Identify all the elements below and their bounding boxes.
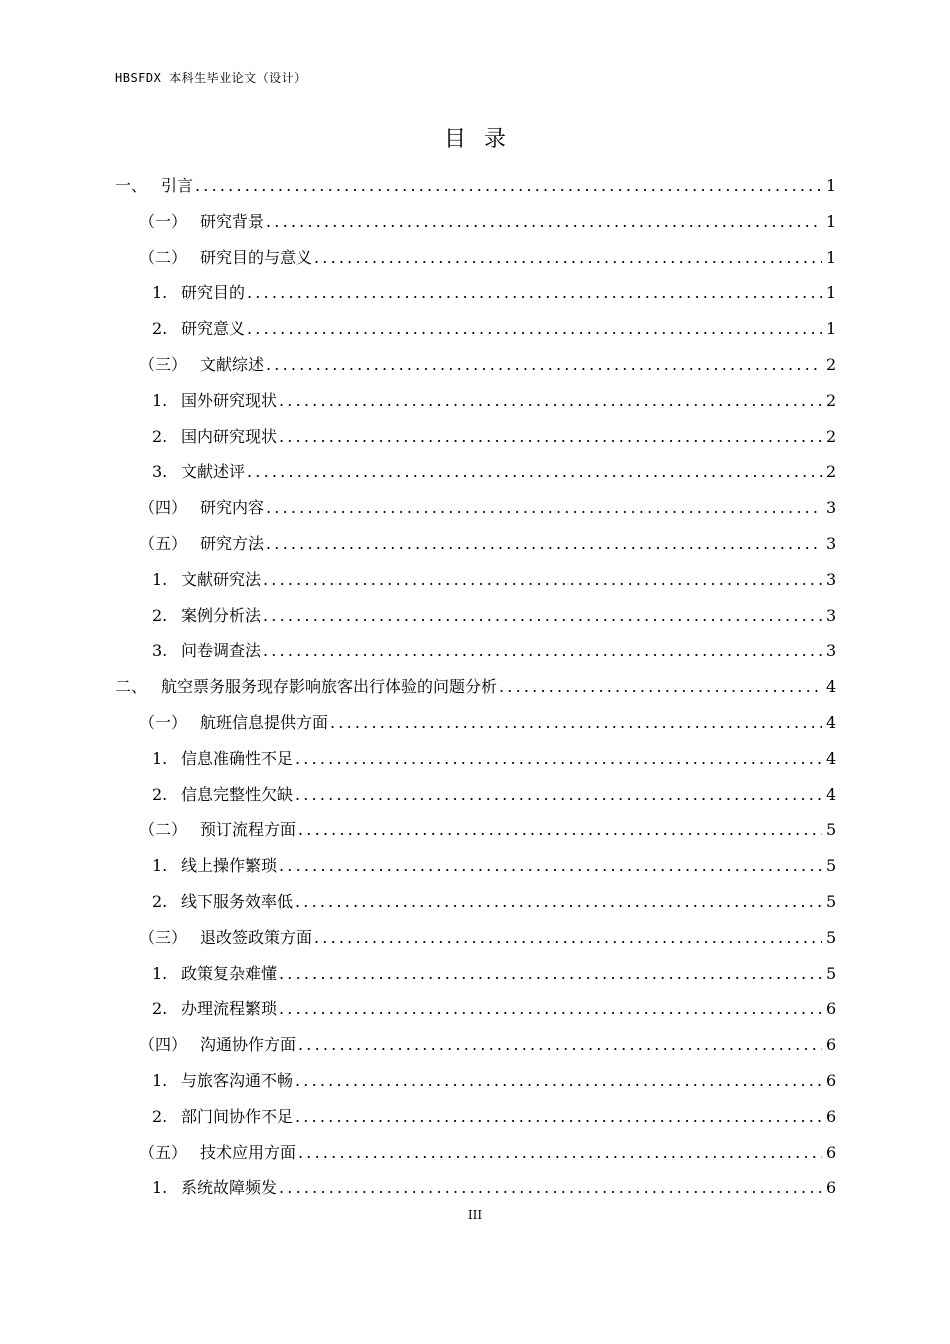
toc-entry-page: 1 — [826, 176, 837, 195]
toc-entry-page: 2 — [826, 462, 837, 482]
toc-entry-number: 1. — [152, 283, 168, 303]
toc-entry-label: 研究背景 — [200, 211, 265, 231]
toc-entry-page: 3 — [826, 498, 837, 518]
toc-entry-page: 3 — [826, 534, 837, 553]
toc-entry-label: 与旅客沟通不畅 — [181, 1071, 294, 1090]
toc-entry-number: （三） — [139, 927, 188, 947]
toc-leader-dots — [295, 747, 822, 771]
toc-entry-page: 4 — [826, 713, 837, 732]
toc-entry-number: （五） — [139, 1142, 188, 1162]
toc-entry-page: 1 — [826, 247, 837, 267]
toc-entry[interactable] — [139, 246, 836, 270]
toc-leader-dots — [279, 854, 822, 878]
toc-entry-label: 文献研究法 — [181, 569, 262, 589]
toc-entry[interactable] — [139, 926, 836, 950]
toc-leader-dots — [266, 210, 822, 234]
toc-entry[interactable] — [152, 854, 836, 878]
toc-leader-dots — [279, 997, 822, 1021]
toc-leader-dots — [298, 1033, 822, 1057]
toc-entry-page: 3 — [826, 605, 837, 625]
toc-entry[interactable] — [139, 353, 836, 377]
toc-leader-dots — [295, 783, 822, 807]
toc-entry[interactable] — [139, 210, 836, 234]
toc-entry-page: 5 — [826, 892, 837, 911]
toc-entry[interactable] — [139, 1033, 836, 1057]
toc-entry[interactable] — [115, 675, 836, 699]
toc-leader-dots — [499, 675, 822, 699]
toc-entry-label: 问卷调查法 — [181, 641, 262, 661]
toc-entry-label: 航班信息提供方面 — [200, 713, 329, 732]
toc-entry[interactable] — [152, 604, 836, 628]
toc-entry-page: 5 — [826, 820, 837, 840]
toc-entry-label: 研究方法 — [200, 534, 265, 553]
toc-leader-dots — [263, 568, 822, 592]
toc-entry-number: （一） — [139, 713, 188, 732]
toc-entry-page: 6 — [826, 999, 837, 1019]
toc-entry-number: 3. — [152, 462, 168, 482]
toc-entry[interactable] — [152, 389, 836, 413]
toc-entry-page: 2 — [826, 426, 837, 446]
toc-entry-number: （二） — [139, 247, 188, 267]
toc-entry-label: 沟通协作方面 — [200, 1035, 297, 1055]
toc-entry[interactable] — [152, 1069, 836, 1093]
toc-entry-label: 引言 — [161, 176, 194, 195]
toc-entry-label: 文献述评 — [181, 462, 246, 482]
toc-entry-label: 预订流程方面 — [200, 820, 297, 840]
toc-leader-dots — [266, 353, 822, 377]
toc-entry-label: 政策复杂难懂 — [181, 963, 278, 983]
toc-entry-label: 系统故障频发 — [181, 1178, 278, 1198]
toc-entry[interactable] — [139, 1141, 836, 1165]
toc-entry[interactable] — [152, 997, 836, 1021]
toc-leader-dots — [314, 926, 822, 950]
toc-entry-page: 1 — [826, 283, 837, 303]
toc-entry[interactable] — [115, 174, 836, 198]
toc-entry-label: 技术应用方面 — [200, 1142, 297, 1162]
toc-entry-number: 1. — [152, 569, 168, 589]
toc-entry-number: （四） — [139, 498, 188, 518]
toc-leader-dots — [247, 317, 822, 341]
toc-leader-dots — [279, 962, 822, 986]
toc-leader-dots — [263, 639, 822, 663]
toc-leader-dots — [266, 496, 822, 520]
toc-entry-label: 国内研究现状 — [181, 426, 278, 446]
toc-entry-number: （二） — [139, 820, 188, 840]
toc-entry-label: 线下服务效率低 — [181, 892, 294, 911]
toc-entry[interactable] — [139, 532, 836, 556]
toc-entry-page: 2 — [826, 355, 837, 374]
toc-entry-number: （一） — [139, 211, 188, 231]
toc-entry-page: 4 — [826, 677, 837, 697]
toc-entry-number: 2. — [152, 426, 168, 446]
toc-entry[interactable] — [152, 783, 836, 807]
toc-entry[interactable] — [152, 639, 836, 663]
toc-entry-page: 5 — [826, 927, 837, 947]
toc-entry-number: 二、 — [115, 677, 148, 697]
page-number: III — [467, 1208, 483, 1222]
toc-entry[interactable] — [139, 711, 836, 735]
toc-entry-label: 信息完整性欠缺 — [181, 784, 294, 804]
toc-entry-page: 3 — [826, 569, 837, 589]
toc-entry[interactable] — [139, 818, 836, 842]
toc-entry-page: 1 — [826, 319, 837, 339]
toc-entry[interactable] — [152, 568, 836, 592]
toc-entry-number: （三） — [139, 355, 188, 374]
toc-entry-page: 6 — [826, 1071, 837, 1090]
toc-entry-label: 航空票务服务现存影响旅客出行体验的问题分析 — [161, 677, 498, 697]
toc-entry[interactable] — [152, 317, 836, 341]
toc-entry-label: 案例分析法 — [181, 605, 262, 625]
toc-entry-label: 信息准确性不足 — [181, 748, 294, 768]
toc-entry-label: 研究目的与意义 — [200, 247, 313, 267]
toc-entry[interactable] — [152, 1105, 836, 1129]
toc-entry-label: 退改签政策方面 — [200, 927, 313, 947]
toc-entry[interactable] — [152, 460, 836, 484]
toc-entry-label: 办理流程繁琐 — [181, 999, 278, 1019]
toc-entry-page: 5 — [826, 963, 837, 983]
toc-entry-page: 3 — [826, 641, 837, 661]
toc-leader-dots — [195, 174, 822, 198]
toc-leader-dots — [266, 532, 822, 556]
toc-entry-number: 2. — [152, 999, 168, 1019]
toc-entry-number: （五） — [139, 534, 188, 553]
toc-leader-dots — [247, 281, 822, 305]
toc-entry-label: 国外研究现状 — [181, 390, 278, 410]
toc-entry-number: 1. — [152, 1178, 168, 1198]
page-title: 目录 — [443, 127, 524, 152]
toc-leader-dots — [295, 1069, 822, 1093]
toc-entry-page: 2 — [826, 390, 837, 410]
toc-entry[interactable] — [152, 281, 836, 305]
toc-entry-page: 1 — [826, 211, 837, 231]
toc-leader-dots — [298, 818, 822, 842]
toc-leader-dots — [330, 711, 822, 735]
toc-leader-dots — [263, 604, 822, 628]
toc-entry-number: 1. — [152, 856, 168, 876]
toc-entry-number: 2. — [152, 319, 168, 339]
toc-leader-dots — [279, 425, 822, 449]
toc-entry-page: 4 — [826, 784, 837, 804]
toc-entry-number: 1. — [152, 963, 168, 983]
toc-entry-number: 一、 — [115, 176, 148, 195]
toc-entry-label: 文献综述 — [200, 355, 265, 374]
toc-entry-label: 部门间协作不足 — [181, 1106, 294, 1126]
toc-entry[interactable] — [152, 962, 836, 986]
toc-entry[interactable] — [152, 425, 836, 449]
toc-entry-number: 1. — [152, 1071, 168, 1090]
toc-leader-dots — [247, 460, 822, 484]
toc-entry[interactable] — [152, 747, 836, 771]
toc-leader-dots — [279, 389, 822, 413]
toc-leader-dots — [279, 1176, 822, 1200]
toc-entry-number: 1. — [152, 748, 168, 768]
toc-entry-page: 6 — [826, 1106, 837, 1126]
toc-entry[interactable] — [152, 890, 836, 914]
toc-entry-number: 2. — [152, 784, 168, 804]
toc-leader-dots — [295, 1105, 822, 1129]
toc-entry-number: 2. — [152, 1106, 168, 1126]
toc-entry-number: 3. — [152, 641, 168, 661]
toc-entry-page: 5 — [826, 856, 837, 876]
toc-entry-page: 6 — [826, 1178, 837, 1198]
toc-leader-dots — [298, 1141, 822, 1165]
toc-entry-label: 研究内容 — [200, 498, 265, 518]
toc-entry-label: 线上操作繁琐 — [181, 856, 278, 876]
toc-leader-dots — [295, 890, 822, 914]
toc-entry-page: 4 — [826, 748, 837, 768]
toc-entry-number: 1. — [152, 390, 168, 410]
toc-entry-label: 研究目的 — [181, 283, 246, 303]
running-header: HBSFDX 本科生毕业论文（设计） — [115, 71, 307, 85]
toc-leader-dots — [314, 246, 822, 270]
toc-entry-label: 研究意义 — [181, 319, 246, 339]
toc-entry[interactable] — [139, 496, 836, 520]
toc-entry-number: （四） — [139, 1035, 188, 1055]
toc-entry-page: 6 — [826, 1142, 837, 1162]
toc-entry-number: 2. — [152, 892, 168, 911]
toc-entry-number: 2. — [152, 605, 168, 625]
toc-entry-page: 6 — [826, 1035, 837, 1055]
toc-entry[interactable] — [152, 1176, 836, 1200]
